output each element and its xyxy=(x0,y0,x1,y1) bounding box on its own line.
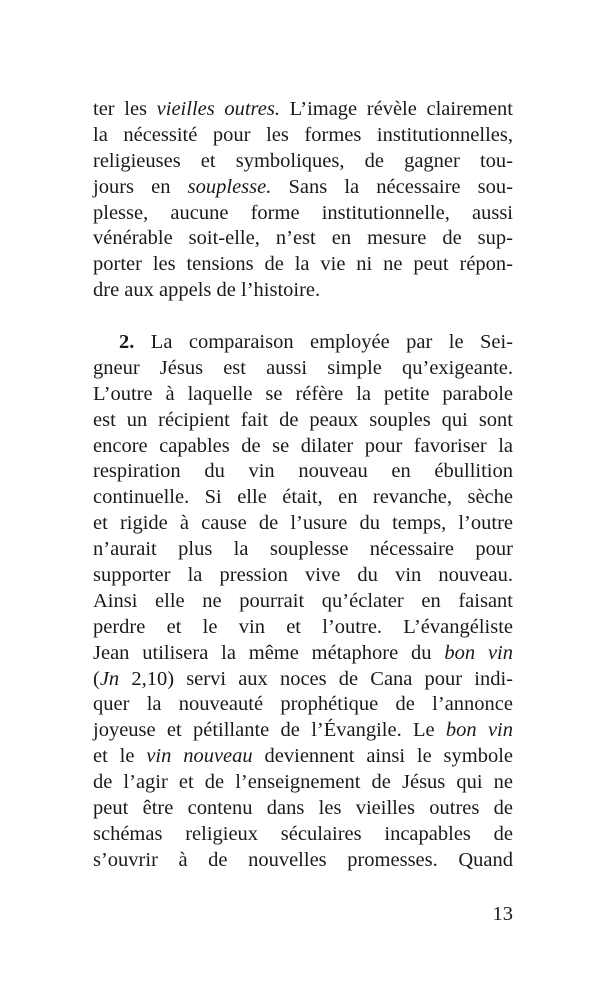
text-line xyxy=(93,123,513,149)
text-line xyxy=(93,330,513,356)
text-run: n’aurait plus la souplesse nécessaire pour xyxy=(93,538,513,561)
text-line xyxy=(93,356,513,382)
text-line xyxy=(93,615,513,641)
text-line xyxy=(93,770,513,796)
text-run: respiration du vin nouveau en ébullition xyxy=(93,460,513,483)
text-run: Jean utilisera la même métaphore du xyxy=(93,641,445,664)
text-run: deviennent ainsi le symbole xyxy=(252,745,514,768)
text-run: continuelle. Si elle était, en revanche, sèche xyxy=(93,486,513,509)
body-text xyxy=(93,97,513,874)
text-run: ter les xyxy=(93,98,157,120)
text-run: de l’agir et de l’enseignement de Jésus qui ne xyxy=(93,771,513,794)
text-run: porter les tensions de la vie ni ne peut répon- xyxy=(93,253,513,276)
text-run: La comparaison employée par le Sei- xyxy=(134,331,513,354)
text-run: ( xyxy=(93,667,100,690)
text-run: schémas religieux séculaires incapables de xyxy=(93,822,513,845)
text-run: gneur Jésus est aussi simple qu’exigeante. xyxy=(93,356,513,379)
text-run: et rigide à cause de l’usure du temps, l’outre xyxy=(93,512,513,535)
italic-run: souplesse. xyxy=(187,175,272,198)
text-run: s’ouvrir à de nouvelles promesses. Quand xyxy=(93,848,513,871)
text-line xyxy=(93,718,513,744)
text-run: vénérable soit-elle, n’est en mesure de sup- xyxy=(93,227,513,250)
text-line xyxy=(93,485,513,511)
text-line xyxy=(93,278,513,304)
text-line xyxy=(93,511,513,537)
text-line xyxy=(93,667,513,693)
text-run: joyeuse et pétillante de l’Évangile. Le xyxy=(93,719,446,742)
paragraph xyxy=(93,330,513,874)
text-line xyxy=(93,201,513,227)
paragraph-spacer xyxy=(93,304,513,330)
text-run: L’outre à laquelle se réfère la petite parabole xyxy=(93,382,513,405)
text-run: Ainsi elle ne pourrait qu’éclater en faisant xyxy=(93,589,513,612)
text-run: dre aux appels de l’histoire. xyxy=(93,279,321,302)
text-run: quer la nouveauté prophétique de l’annonce xyxy=(93,693,513,716)
text-run: religieuses et symboliques, de gagner tou- xyxy=(93,149,513,172)
text-line xyxy=(93,459,513,485)
text-line xyxy=(93,537,513,563)
text-line xyxy=(93,382,513,408)
text-run: Sans la nécessaire sou- xyxy=(271,175,513,198)
text-line xyxy=(93,252,513,278)
text-line xyxy=(93,692,513,718)
text-run: perdre et le vin et l’outre. L’évangéliste xyxy=(93,615,513,638)
text-run: 2,10) servi aux noces de Cana pour indi- xyxy=(119,667,513,690)
text-run: L’image révèle clairement xyxy=(279,98,513,120)
text-run: peut être contenu dans les vieilles outres de xyxy=(93,797,513,820)
text-line xyxy=(93,434,513,460)
text-line xyxy=(93,744,513,770)
text-line xyxy=(93,641,513,667)
text-run: est un récipient fait de peaux souples qui sont xyxy=(93,408,513,431)
text-line xyxy=(93,563,513,589)
text-run: encore capables de se dilater pour favoriser la xyxy=(93,434,513,457)
text-line xyxy=(93,589,513,615)
page-number: 13 xyxy=(492,903,513,925)
section-number: 2. xyxy=(119,331,135,354)
italic-run: bon vin xyxy=(444,641,514,664)
text-line xyxy=(93,822,513,848)
text-line xyxy=(93,796,513,822)
text-run: jours en xyxy=(93,175,188,198)
italic-run: bon vin xyxy=(445,719,514,742)
paragraph xyxy=(93,97,513,304)
text-line xyxy=(93,175,513,201)
italic-run: vieilles outres. xyxy=(156,98,280,120)
text-run: la nécessité pour les formes institutionnelles, xyxy=(93,123,513,146)
text-run: et le xyxy=(93,745,147,768)
italic-run: Jn xyxy=(99,667,120,690)
text-line xyxy=(93,848,513,874)
text-line xyxy=(93,97,513,123)
text-line xyxy=(93,226,513,252)
text-line xyxy=(93,149,513,175)
text-run: supporter la pression vive du vin nouveau. xyxy=(93,564,513,587)
text-run: plesse, aucune forme institutionnelle, aussi xyxy=(93,201,513,224)
italic-run: vin nouveau xyxy=(146,745,253,768)
text-line xyxy=(93,408,513,434)
